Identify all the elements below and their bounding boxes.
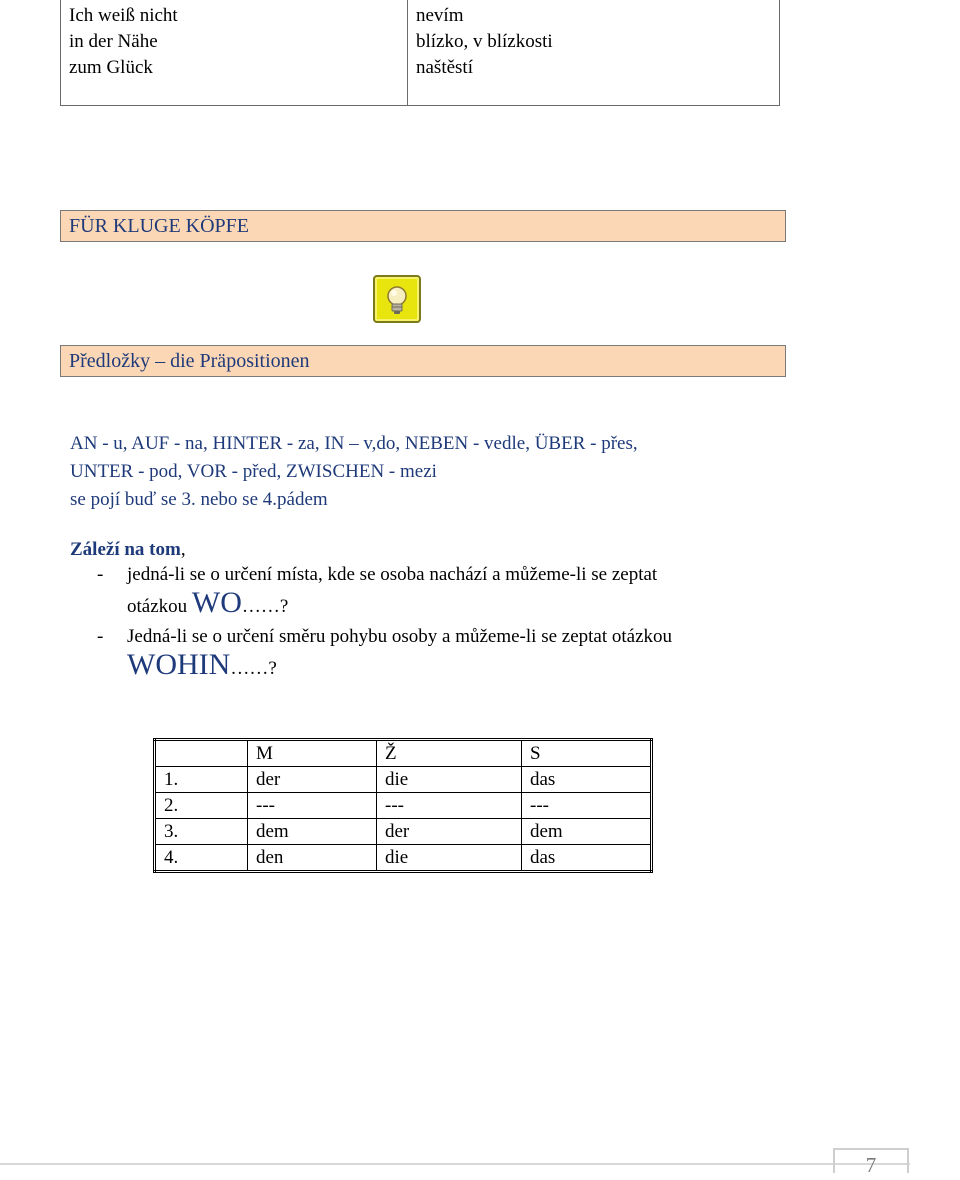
section-bar-fuer-kluge-koepfe (60, 210, 786, 242)
vocab-czech-2: blízko, v blízkosti (416, 31, 553, 52)
table-header-cell: S (522, 740, 652, 767)
table-cell: der (248, 767, 377, 793)
table-row (155, 793, 652, 819)
prepositions-line-1: AN - u, AUF - na, HINTER - za, IN – v,do, NEBEN - vedle, ÜBER - přes, (70, 433, 638, 454)
rule-item-1-continuation (127, 588, 288, 622)
rule-item-1-text: jedná-li se o určení místa, kde se osoba nachází a můžeme-li se zeptat (127, 564, 658, 585)
rule-item-2-continuation (127, 650, 277, 684)
prepositions-line-3: se pojí buď se 3. nebo se 4.pádem (70, 489, 328, 510)
table-header-row (155, 740, 652, 767)
table-cell: die (377, 767, 522, 793)
vocabulary-table (60, 0, 780, 106)
table-cell: --- (377, 793, 522, 819)
vocab-german-2: in der Nähe (69, 31, 158, 52)
table-cell: das (522, 845, 652, 872)
vocab-czech-1: nevím (416, 5, 464, 26)
prepositions-line-2: UNTER - pod, VOR - před, ZWISCHEN - mezi (70, 461, 437, 482)
vocab-czech-3: naštěstí (416, 57, 473, 78)
table-header-cell: Ž (377, 740, 522, 767)
rule-item-1 (97, 560, 657, 590)
table-header-cell: M (248, 740, 377, 767)
table-cell: das (522, 767, 652, 793)
table-cell: 4. (155, 845, 248, 872)
section-title: FÜR KLUGE KÖPFE (69, 215, 250, 237)
table-cell: 3. (155, 819, 248, 845)
table-cell: der (377, 819, 522, 845)
vocab-german-1: Ich weiß nicht (69, 5, 178, 26)
lightbulb-icon-graphic (375, 277, 419, 321)
rule-item-2-text: Jedná-li se o určení směru pohybu osoby a můžeme-li se zeptat otázkou (127, 626, 673, 647)
table-cell: den (248, 845, 377, 872)
vocab-czech-column (408, 0, 779, 105)
question-word-wo: WO (191, 586, 242, 619)
declension-table (153, 738, 653, 873)
table-cell: 1. (155, 767, 248, 793)
page-number-text: 7 (865, 1153, 877, 1177)
section-title: Předložky – die Präpositionen (69, 350, 310, 372)
section-bar-praepositionen (60, 345, 786, 377)
page-number (833, 1148, 909, 1177)
footer-divider (0, 1163, 910, 1165)
table-row (155, 845, 652, 872)
table-row (155, 767, 652, 793)
table-cell: --- (248, 793, 377, 819)
vocab-german-3: zum Glück (69, 57, 153, 78)
table-row (155, 819, 652, 845)
lightbulb-icon (373, 275, 421, 323)
prepositions-paragraph (70, 430, 790, 514)
table-cell: die (377, 845, 522, 872)
rule-heading-comma: , (180, 539, 186, 560)
rule-item-1-end: ……? (241, 596, 289, 617)
rule-item-1-cont: otázkou (127, 596, 192, 617)
table-header-cell (155, 740, 248, 767)
question-word-wohin: WOHIN (127, 648, 231, 681)
table-cell: 2. (155, 793, 248, 819)
rule-heading: Záleží na tom (70, 539, 181, 560)
rule-item-2-end: ……? (230, 658, 277, 679)
list-dash: - (97, 564, 104, 585)
vocab-german-column (61, 0, 408, 105)
table-cell: dem (522, 819, 652, 845)
table-cell: --- (522, 793, 652, 819)
list-dash: - (97, 626, 104, 647)
table-cell: dem (248, 819, 377, 845)
